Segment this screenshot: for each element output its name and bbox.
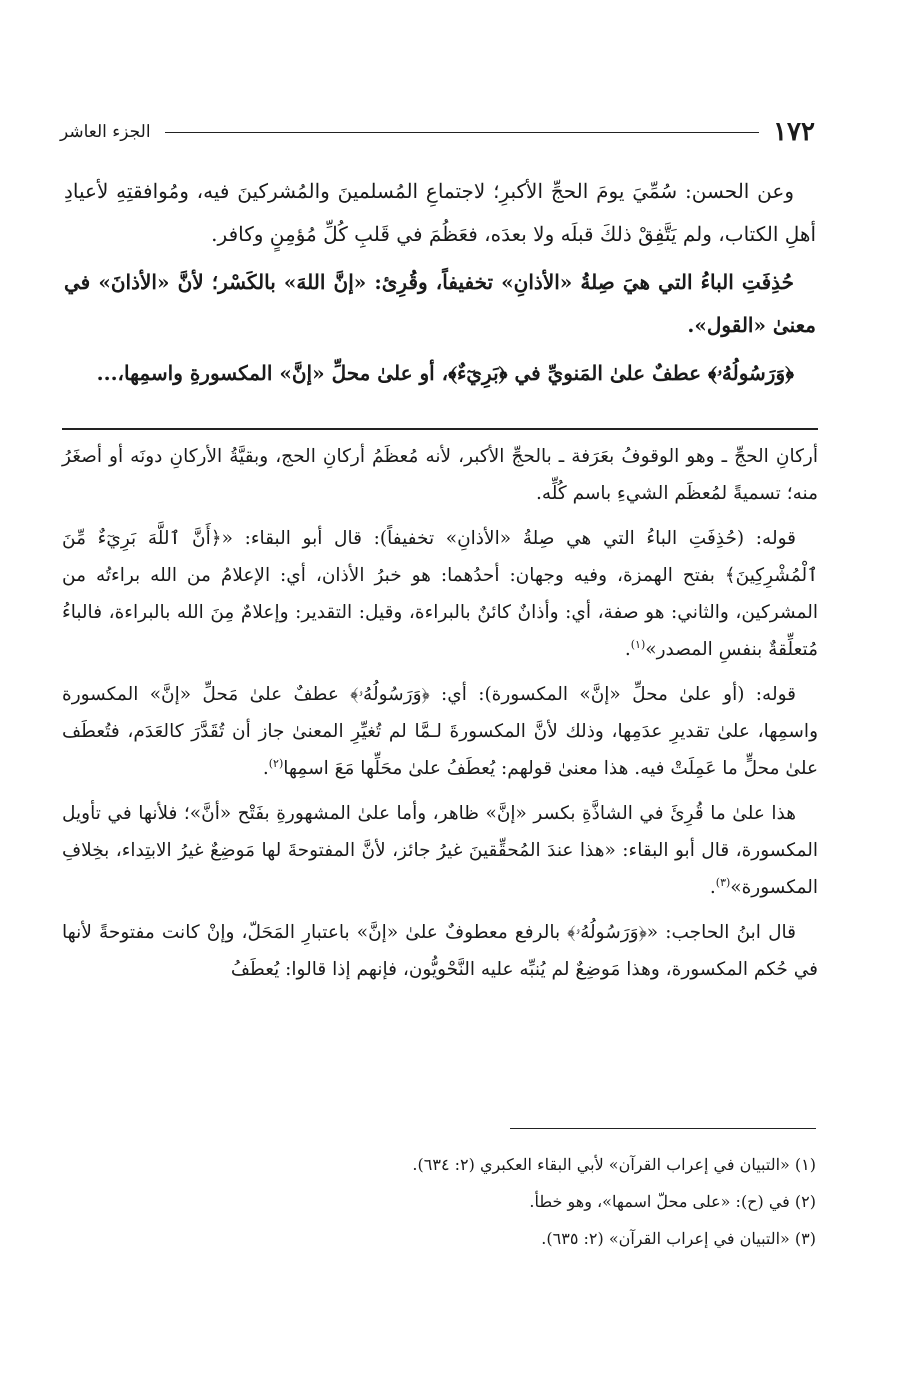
commentary-paragraph-5: قال ابنُ الحاجب: «﴿وَرَسُولُهُۥ﴾ بالرفع معطوفٌ علىٰ «إنَّ» باعتبارِ المَحَلّ، وإنْ كانت مفتوحةً لأنها في حُكم المكسورة، وهذا مَوضِعٌ لم يُنبِّه عليه النَّحْويُّون، فإنهم إذا قالوا: يُعطَفُ (62, 922, 818, 980)
commentary-paragraph-4-text: هذا علىٰ ما قُرِئَ في الشاذَّةِ بكسر «إنَّ» ظاهر، وأما علىٰ المشهورةِ بفَتْح «أنَّ»؛ فلأنها في تأويل المكسورة، قال أبو البقاء: «هذا عندَ المُحقِّقينَ غيرُ جائز، لأنَّ المفتوحةَ لها مَوضِعٌ غيرُ الابتِداء، بخِلافِ المكسورة» (62, 803, 818, 898)
commentary (62, 438, 818, 996)
commentary-paragraph-3-text: قوله: (أو علىٰ محلِّ «إنَّ» المكسورة): أي: ﴿وَرَسُولُهُۥ﴾ عطفٌ علىٰ مَحلِّ «إنَّ» المكسورة واسمِها، علىٰ تقديرِ عدَمِها، وذلك لأنَّ المكسورةَ لـمَّا لم تُغيِّرِ المعنىٰ جاز أن تُقَدَّرَ كالعَدَم، فتُعطَف علىٰ محلٍّ ما عَمِلَتْ فيه. هذا معنىٰ قولهم: يُعطَفُ علىٰ محَلِّها مَعَ اسمِها (62, 684, 818, 779)
footnotes (80, 1146, 816, 1257)
footnote-3: (٣) «التبيان في إعراب القرآن» (٢: ٦٣٥). (541, 1229, 816, 1248)
footnote-2: (٢) في (ح): «على محلّ اسمها»، وهو خطأ. (529, 1192, 816, 1211)
footnote-ref-2[interactable]: (٢) (268, 756, 284, 770)
main-text (64, 170, 816, 400)
commentary-paragraph-2-text: قوله: (حُذِفَتِ الباءُ التي هي صِلةُ «الأذانِ» تخفيفاً): قال أبو البقاء: «﴿أَنَّ ٱللَّهَ بَرِيٓءٌ مِّنَ ٱلْمُشْرِكِينَ﴾ بفتح الهمزة، وفيه وجهان: أحدُهما: هو خبرُ الأذان، أي: الإعلامُ من الله براءتُه من المشركين، والثاني: هو صفة، أي: وأذانٌ كائنٌ بالبراءة، وقيل: التقدير: وإعلامٌ مِنَ الله بالبراءة، فالباءُ مُتعلِّقةٌ بنفسِ المصدر» (62, 528, 818, 660)
section-divider (62, 428, 818, 430)
footnote-1: (١) «التبيان في إعراب القرآن» لأبي البقاء العكبري (٢: ٦٣٤). (412, 1155, 816, 1174)
header-rule (165, 132, 760, 133)
footnote-rule (510, 1128, 816, 1129)
main-paragraph-2: حُذِفَتِ الباءُ التي هيَ صِلةُ «الأذانِ» تخفيفاً، وقُرِئ: «إنَّ اللهَ» بالكَسْر؛ لأنَّ «الأذانَ» في معنىٰ «القول». (64, 270, 816, 337)
footnote-ref-1[interactable]: (١) (630, 637, 646, 651)
footnote-ref-3[interactable]: (٣) (715, 875, 731, 889)
main-paragraph-1: وعن الحسن: سُمِّيَ يومَ الحجِّ الأكبرِ؛ لاجتماعِ المُسلمينَ والمُشركينَ فيه، ومُوافقتِهِ لأعيادِ أهلِ الكتاب، ولم يَتَّفِقْ ذلكَ قبلَه ولا بعدَه، فعَظُمَ في قَلبِ كُلِّ مُؤمِنٍ وكافر. (64, 179, 816, 246)
main-paragraph-3: ﴿وَرَسُولُهُۥ﴾ عطفٌ علىٰ المَنويِّ في ﴿بَرِيٓءٌ﴾، أو علىٰ محلِّ «إنَّ» المكسورةِ واسمِها،... (96, 361, 794, 385)
page-header (60, 112, 815, 152)
page-number: ١٧٢ (773, 117, 815, 147)
commentary-paragraph-2: قوله: (حُذِفَتِ الباءُ التي هي صِلةُ «الأذانِ» تخفيفاً): قال أبو البقاء: «﴿أَنَّ ٱللَّهَ بَرِيٓءٌ مِّنَ ٱلْمُشْرِكِينَ﴾ بفتح الهمزة، وفيه وجهان: أحدُهما: هو خبرُ الأذان، أي: الإعلامُ من الله براءتُه من المشركين، والثاني: هو صفة، أي: وأذانٌ كائنٌ بالبراءة، وقيل: التقدير: وإعلامٌ مِنَ الله بالبراءة، فالباءُ مُتعلِّقةٌ بنفسِ المصدر»$^{(١)}$. (62, 528, 818, 660)
commentary-paragraph-3: قوله: (أو علىٰ محلِّ «إنَّ» المكسورة): أي: ﴿وَرَسُولُهُۥ﴾ عطفٌ علىٰ مَحلِّ «إنَّ» المكسورة واسمِها، علىٰ تقديرِ عدَمِها، وذلك لأنَّ المكسورةَ لـمَّا لم تُغيِّرِ المعنىٰ جاز أن تُقَدَّرَ كالعَدَم، فتُعطَف علىٰ محلٍّ ما عَمِلَتْ فيه. هذا معنىٰ قولهم: يُعطَفُ علىٰ محَلِّها مَعَ اسمِها$^{(٢)}$. (62, 684, 818, 779)
part-title: الجزء العاشر (60, 122, 151, 142)
commentary-paragraph-4: هذا علىٰ ما قُرِئَ في الشاذَّةِ بكسر «إنَّ» ظاهر، وأما علىٰ المشهورةِ بفَتْح «أنَّ»؛ فلأنها في تأويل المكسورة، قال أبو البقاء: «هذا عندَ المُحقِّقينَ غيرُ جائز، لأنَّ المفتوحةَ لها مَوضِعٌ غيرُ الابتِداء، بخِلافِ المكسورة»$^{(٣)}$. (62, 803, 818, 898)
commentary-paragraph-1: أركانِ الحجِّ ـ وهو الوقوفُ بعَرَفة ـ بالحجِّ الأكبر، لأنه مُعظَمُ أركانِ الحج، وبقيَّةُ الأركانِ دونَه أو أصغَرُ منه؛ تسميةً لمُعظَم الشيءِ باسم كُلِّه. (62, 446, 818, 504)
